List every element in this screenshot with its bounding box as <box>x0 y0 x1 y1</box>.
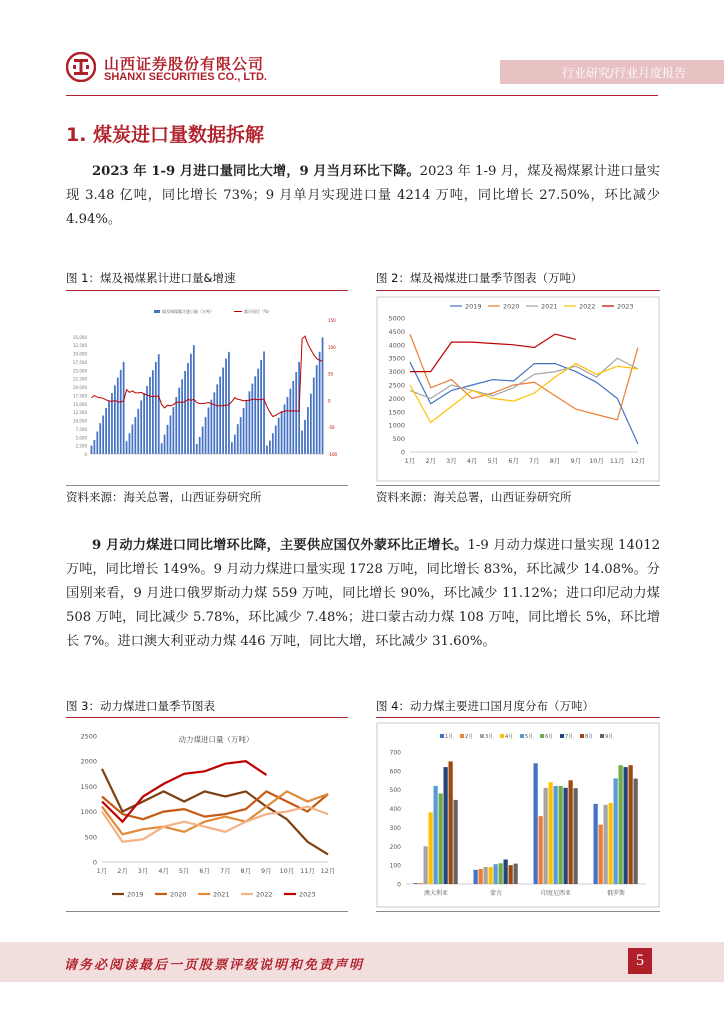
chart4-ytick: 600 <box>389 768 401 776</box>
chart4-bar <box>434 786 438 884</box>
chart2-legend-label: 2023 <box>617 302 634 311</box>
fig4-rule <box>376 717 660 718</box>
chart4-legend-label: 1月 <box>445 734 454 740</box>
chart4-bar <box>624 767 628 884</box>
chart2-xtick: 7月 <box>529 457 540 465</box>
chart2-ytick: 2500 <box>388 381 405 390</box>
chart4-legend-swatch <box>520 734 524 738</box>
chart1-bar <box>111 393 113 454</box>
chart4-bar <box>534 763 538 884</box>
chart1-bar <box>208 407 210 454</box>
chart3-legend-label: 2022 <box>256 890 273 899</box>
chart4-bar <box>559 786 563 884</box>
chart1-bar <box>172 407 174 454</box>
chart1-bar <box>149 377 151 454</box>
chart1-bar <box>167 425 169 454</box>
chart1-bar <box>102 415 104 454</box>
chart4-legend-label: 3月 <box>485 734 494 740</box>
chart1-bar <box>246 400 248 454</box>
chart1-bar <box>295 372 297 454</box>
company-logo-icon <box>66 52 96 82</box>
chart1-ytick: 10,000 <box>73 418 87 424</box>
chart1-bar <box>313 378 315 454</box>
chart3-xtick: 11月 <box>300 867 315 875</box>
chart1-bar <box>287 397 289 454</box>
chart4-ytick: 300 <box>389 824 401 832</box>
fig1-rule <box>66 290 348 291</box>
chart2-xtick: 4月 <box>466 457 478 465</box>
chart1-ytick: 30,000 <box>73 351 87 357</box>
paragraph-1 <box>66 160 660 232</box>
chart4-bar <box>514 864 518 884</box>
chart4-bar <box>454 800 458 884</box>
chart1-bar <box>237 424 239 454</box>
chart1-legend-swatch-1 <box>154 310 160 313</box>
chart3-ytick: 500 <box>84 833 97 842</box>
chart4-ytick: 400 <box>389 806 401 814</box>
chart1-bar <box>175 397 177 454</box>
chart1-bar <box>137 409 139 454</box>
chart4-bar <box>474 870 478 884</box>
chart4-legend-label: 2月 <box>465 734 474 740</box>
chart1-ytick: 20,000 <box>73 385 87 390</box>
chart4-ytick: 0 <box>397 881 401 889</box>
chart2-ytick: 4000 <box>388 341 405 350</box>
chart1-bar <box>278 418 280 454</box>
chart1-bar <box>228 352 230 454</box>
chart2-xtick: 11月 <box>609 457 625 465</box>
chart1-bar <box>199 437 201 454</box>
chart1-bar <box>202 427 204 454</box>
chart4-legend-swatch <box>500 734 504 738</box>
chart4-ytick: 500 <box>389 787 401 795</box>
chart1-ytick: 25,000 <box>73 368 87 374</box>
chart1-bar <box>254 376 256 454</box>
chart4-bar <box>424 846 428 884</box>
chart4-bar <box>549 782 553 884</box>
chart1-bar <box>184 371 186 454</box>
paragraph-1-body: 2023 年 1-9 月，煤及褐煤累计进口量实现 3.48 亿吨，同比增长 73%；9 月单月实现进口量 4214 万吨，同比增长 27.50%，环比减少 4.94%。 <box>66 164 660 227</box>
chart1-bar <box>94 440 96 454</box>
footer-disclaimer: 请务必阅读最后一页股票评级说明和免责声明 <box>64 958 365 973</box>
chart1-y2tick: 150 <box>328 318 336 323</box>
chart4-bar <box>619 765 623 884</box>
chart3-xtick: 1月 <box>96 867 108 875</box>
chart2-xtick: 10月 <box>589 457 604 465</box>
chart2-ytick: 1500 <box>388 408 405 417</box>
chart1-bar <box>231 442 233 454</box>
chart4-legend-swatch <box>480 734 484 738</box>
paragraph-1-lead: 2023 年 1-9 月进口量同比大增，9 月当月环比下降。 <box>92 164 420 179</box>
chart4-legend-label: 4月 <box>505 734 514 740</box>
chart1-ytick: 7,500 <box>75 426 87 432</box>
chart1-bar <box>190 354 192 454</box>
chart1-bar <box>108 400 110 454</box>
chart1-bar <box>222 368 224 454</box>
chart3-ytick: 2000 <box>80 757 97 766</box>
fig1-source-rule <box>66 485 348 486</box>
chart1-bar <box>281 411 283 454</box>
chart4-bar <box>599 825 603 884</box>
chart4-bar <box>604 805 608 884</box>
chart4-xtick: 印度尼西亚 <box>540 890 572 897</box>
chart4-bar <box>554 786 558 884</box>
chart1-bar <box>126 441 128 454</box>
fig2-source-rule <box>376 485 660 486</box>
chart1-bar <box>240 417 242 454</box>
chart1-bar <box>161 443 163 454</box>
chart1-bar <box>178 388 180 454</box>
chart1-bar <box>316 365 318 454</box>
fig1-title: 图 1：煤及褐煤累计进口量&增速 <box>66 271 236 285</box>
chart-cumulative-imports <box>66 296 348 482</box>
chart3-ytick: 2500 <box>80 732 97 741</box>
chart1-bar <box>225 359 227 454</box>
chart4-bar <box>494 864 498 884</box>
chart4-bar <box>429 812 433 884</box>
chart2-ytick: 1000 <box>388 421 405 430</box>
chart4-ytick: 700 <box>389 749 401 757</box>
chart4-bar <box>444 767 448 884</box>
chart1-bar <box>272 433 274 454</box>
chart2-ytick: 0 <box>400 448 405 457</box>
chart4-legend-label: 6月 <box>545 734 554 740</box>
chart4-bar <box>609 803 613 884</box>
chart1-ytick: 5,000 <box>75 435 87 441</box>
fig2-source: 资料来源：海关总署，山西证券研究所 <box>376 490 572 504</box>
chart4-ytick: 200 <box>389 843 401 851</box>
fig4-bottom-rule <box>376 911 660 912</box>
fig2-rule <box>376 290 660 291</box>
chart1-bar <box>196 444 198 454</box>
chart1-ytick: 32,500 <box>73 343 87 349</box>
chart4-bar <box>479 869 483 884</box>
chart3-legend-label: 2020 <box>170 890 187 899</box>
chart1-bar <box>152 370 154 454</box>
chart2-xtick: 5月 <box>487 457 499 465</box>
chart3-title: 动力煤进口量（万吨） <box>178 735 254 744</box>
chart4-legend-label: 7月 <box>565 734 574 740</box>
company-name-en: SHANXI SECURITIES CO., LTD. <box>104 71 267 83</box>
fig3-title: 图 3：动力煤进口量季节图表 <box>66 699 215 713</box>
chart4-xtick: 澳大利亚 <box>423 890 449 897</box>
chart3-xtick: 12月 <box>320 867 336 875</box>
chart4-legend-label: 8月 <box>585 734 594 740</box>
fig3-bottom-rule <box>66 911 348 912</box>
chart4-bar <box>449 761 453 884</box>
fig3-rule <box>66 717 348 718</box>
chart2-legend-label: 2022 <box>579 302 596 311</box>
chart3-xtick: 9月 <box>261 867 272 875</box>
chart1-bar <box>132 425 134 454</box>
chart1-bar <box>304 420 306 454</box>
chart-thermal-seasonal <box>66 722 348 908</box>
chart1-legend-1: 煤及褐煤累计进口量（万吨） <box>162 309 214 314</box>
chart2-xtick: 8月 <box>549 457 561 465</box>
chart3-xtick: 3月 <box>137 867 149 875</box>
chart1-bar <box>187 363 189 454</box>
chart3-legend-label: 2023 <box>299 890 316 899</box>
chart1-bar <box>120 370 122 454</box>
chart1-y2tick: -100 <box>328 452 338 457</box>
chart4-legend-swatch <box>440 734 444 738</box>
chart4-bar <box>419 883 423 884</box>
chart3-ytick: 1500 <box>80 782 97 791</box>
chart4-bar <box>594 804 598 884</box>
chart2-ytick: 4500 <box>388 327 405 336</box>
chart4-bar <box>614 778 618 884</box>
chart1-bar <box>158 354 160 454</box>
company-name-cn: 山西证券股份有限公司 <box>104 55 265 73</box>
paragraph-2 <box>66 534 660 654</box>
chart1-bar <box>114 385 116 454</box>
chart3-xtick: 6月 <box>199 867 211 875</box>
chart3-xtick: 7月 <box>219 867 231 875</box>
chart1-ytick: 0 <box>84 452 87 457</box>
chart2-ytick: 500 <box>392 435 405 444</box>
report-type-band <box>500 60 724 84</box>
chart3-ytick: 0 <box>92 858 97 867</box>
chart1-ytick: 2,500 <box>75 443 87 449</box>
chart1-bar <box>219 377 221 454</box>
chart2-legend-label: 2021 <box>541 302 558 311</box>
chart4-legend-swatch <box>560 734 564 738</box>
chart1-ytick: 27,500 <box>73 359 87 365</box>
chart1-bar <box>260 360 262 454</box>
chart1-bar <box>91 446 93 454</box>
chart2-ytick: 3000 <box>388 368 405 377</box>
chart-thermal-by-country <box>376 722 660 908</box>
chart1-bar <box>134 417 136 454</box>
chart3-xtick: 10月 <box>279 867 295 875</box>
chart4-bar <box>499 863 503 884</box>
chart4-bar <box>629 765 633 884</box>
chart1-ytick: 12,500 <box>73 410 87 416</box>
chart4-legend-swatch <box>580 734 584 738</box>
chart1-bar <box>164 435 166 454</box>
chart1-bar <box>213 392 215 454</box>
chart1-y2tick: -50 <box>328 425 335 431</box>
fig4-title: 图 4：动力煤主要进口国月度分布（万吨） <box>376 699 594 713</box>
chart1-y2tick: 50 <box>328 371 334 377</box>
chart4-legend-label: 9月 <box>605 734 614 740</box>
chart1-bar <box>205 417 207 454</box>
fig2-title: 图 2：煤及褐煤进口量季节图表（万吨） <box>376 271 583 285</box>
chart2-xtick: 12月 <box>630 457 646 465</box>
chart4-xtick: 俄罗斯 <box>606 890 626 897</box>
chart1-bar <box>292 381 294 454</box>
chart1-ytick: 22,500 <box>73 376 87 382</box>
chart3-legend-label: 2019 <box>127 890 144 899</box>
chart2-xtick: 3月 <box>446 457 457 465</box>
page-header <box>0 0 724 100</box>
chart3-legend-label: 2021 <box>213 890 230 899</box>
chart1-ytick: 35,000 <box>73 334 87 340</box>
chart3-series-2019 <box>102 769 328 855</box>
chart1-bar <box>243 408 245 454</box>
chart1-bar <box>105 408 107 454</box>
chart1-bar <box>211 400 213 454</box>
chart4-ytick: 100 <box>389 862 401 870</box>
chart4-bar <box>634 779 638 884</box>
chart4-bar <box>569 780 573 884</box>
chart2-xtick: 9月 <box>570 457 582 465</box>
chart4-bar <box>539 816 543 884</box>
chart1-bar <box>251 384 253 454</box>
chart4-bar <box>439 793 443 884</box>
chart1-bar <box>96 432 98 454</box>
chart1-bar <box>143 393 145 454</box>
chart2-ytick: 5000 <box>388 314 405 323</box>
chart4-xtick: 蒙古 <box>489 890 503 897</box>
paragraph-2-body: 1-9 月动力煤进口量实现 14012 万吨，同比增长 149%。9 月动力煤进口量实现 1728 万吨，同比增长 83%，环比减少 14.08%。分国别来看，9 月进口俄罗斯动力煤 559 万吨，同比增长 90%，环比减少 11.12%；进口印尼动力煤 508 万吨，同比减少 5.78%，环比减少 7.48%；进口蒙古动力煤 108 万吨，同比增长 5%，环比增长 7%。进口澳大利亚动力煤 446 万吨，同比大增，环比减少 31.60%。 <box>66 538 661 649</box>
chart4-bar <box>544 788 548 884</box>
chart2-xtick: 6月 <box>508 457 519 465</box>
chart1-bar <box>216 384 218 454</box>
chart1-bar <box>301 431 303 454</box>
chart1-bar <box>322 337 324 454</box>
chart4-legend-swatch <box>460 734 464 738</box>
fig1-source: 资料来源：海关总署，山西证券研究所 <box>66 490 262 504</box>
chart1-bar <box>289 389 291 454</box>
chart2-ytick: 2000 <box>388 394 405 403</box>
chart4-bar <box>504 859 508 884</box>
chart1-bar <box>263 351 265 454</box>
chart1-bar <box>319 352 321 454</box>
chart1-bar <box>310 394 312 454</box>
chart4-legend-swatch <box>600 734 604 738</box>
chart1-ytick: 15,000 <box>73 401 87 407</box>
chart1-bar <box>234 435 236 454</box>
chart1-legend-2: 累计同比（%） <box>244 309 272 314</box>
chart1-bar <box>140 400 142 454</box>
page-number: 5 <box>628 948 652 974</box>
chart4-bar <box>509 865 513 884</box>
chart3-xtick: 4月 <box>158 867 169 875</box>
chart4-bar <box>489 867 493 884</box>
chart1-bar <box>123 362 125 454</box>
chart1-bar <box>257 369 259 454</box>
chart3-xtick: 2月 <box>117 867 128 875</box>
chart1-bar <box>269 441 271 454</box>
chart1-bar <box>307 407 309 454</box>
chart4-bar <box>564 788 568 884</box>
chart1-bar <box>275 426 277 454</box>
chart2-legend-label: 2019 <box>465 302 482 311</box>
chart4-bar <box>414 883 418 884</box>
chart1-bar <box>129 433 131 454</box>
chart4-bar <box>574 788 578 884</box>
chart1-bar <box>155 362 157 454</box>
chart1-bar <box>99 423 101 454</box>
chart2-xtick: 1月 <box>404 457 416 465</box>
chart2-legend-label: 2020 <box>503 302 520 311</box>
chart1-bar <box>117 378 119 454</box>
report-type: 行业研究/行业月度报告 <box>561 66 686 80</box>
chart2-xtick: 2月 <box>425 457 437 465</box>
chart4-legend-label: 5月 <box>525 734 534 740</box>
chart1-bar <box>266 446 268 454</box>
chart1-y2tick: 0 <box>328 398 331 404</box>
chart1-bar <box>170 415 172 454</box>
chart2-ytick: 3500 <box>388 354 405 363</box>
chart4-legend-swatch <box>540 734 544 738</box>
chart3-xtick: 8月 <box>240 867 252 875</box>
chart2-frame <box>377 297 659 481</box>
chart-monthly-seasonal <box>376 296 660 482</box>
chart4-bar <box>484 867 488 884</box>
paragraph-2-lead: 9 月动力煤进口同比增环比降，主要供应国仅外蒙环比正增长。 <box>92 538 468 553</box>
chart1-bar <box>146 386 148 454</box>
chart3-ytick: 1000 <box>80 808 97 817</box>
chart3-series-2022 <box>102 807 328 842</box>
section-title: 1. 煤炭进口量数据拆解 <box>66 124 265 146</box>
chart3-xtick: 5月 <box>178 867 190 875</box>
header-rule <box>66 95 658 96</box>
page-footer <box>0 942 724 982</box>
chart1-bar <box>181 379 183 454</box>
chart1-y2tick: 100 <box>328 344 336 350</box>
chart1-ytick: 17,500 <box>73 393 87 399</box>
